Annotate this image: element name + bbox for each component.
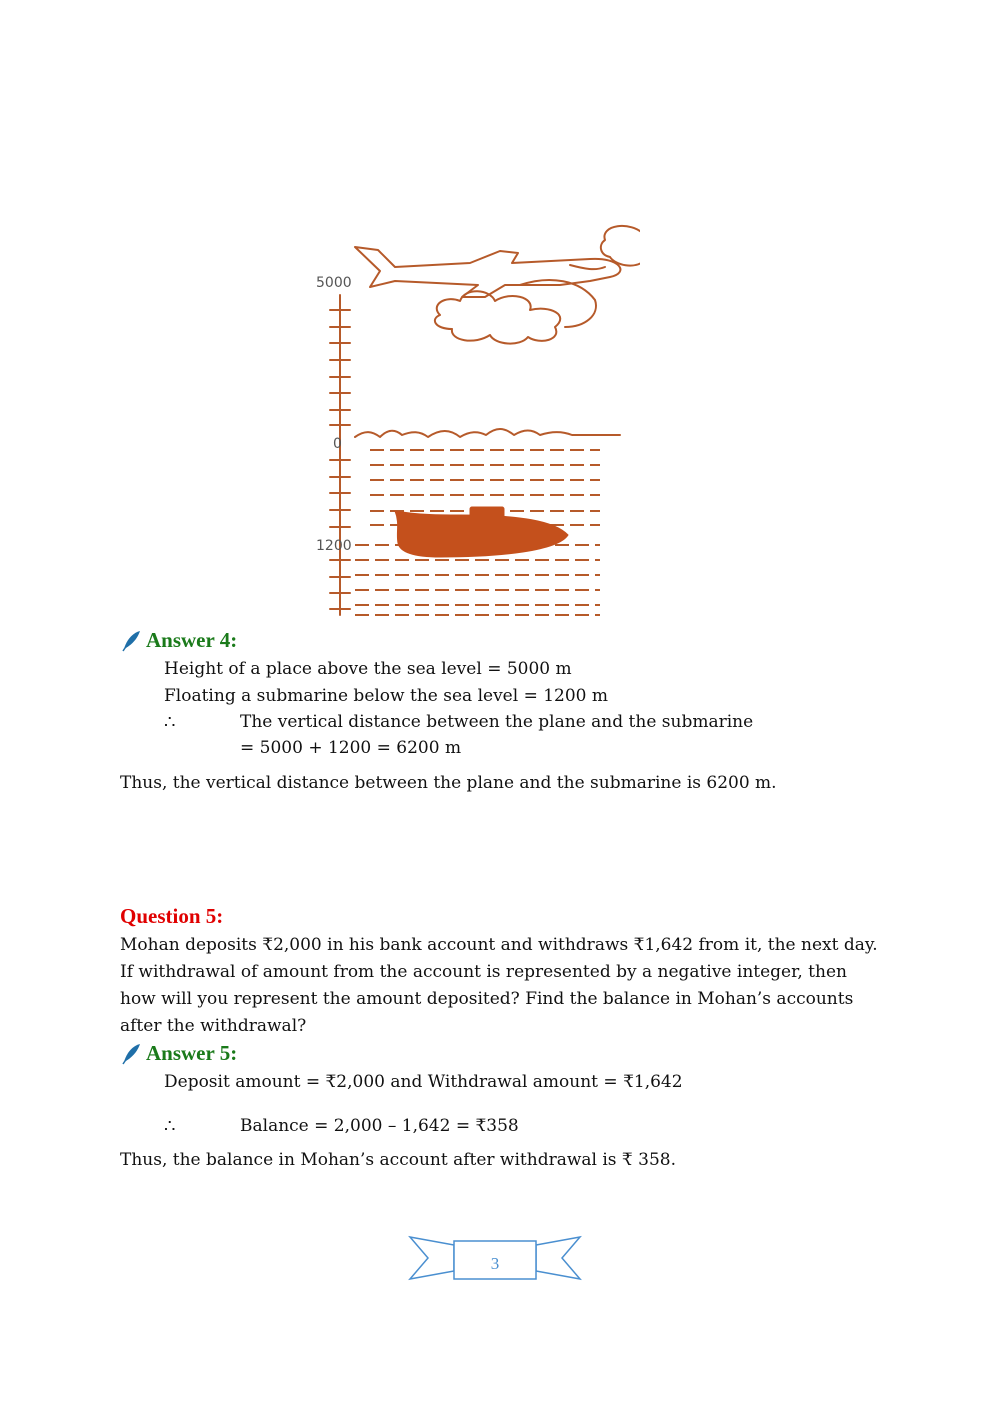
answer-4-conclusion: Thus, the vertical distance between the plane and the submarine is 6200 m. (120, 773, 777, 793)
submarine-shape (395, 507, 568, 557)
page-number: 3 (490, 1254, 500, 1273)
answer-5-conclusion: Thus, the balance in Mohan’s account after withdrawal is ₹ 358. (120, 1150, 677, 1170)
answer-4-line-2: Floating a submarine below the sea level = 1200 m (164, 686, 609, 706)
quill-icon (120, 1042, 142, 1066)
label-5000: 5000 (316, 275, 352, 291)
label-1200: 1200 (316, 538, 352, 554)
question-5-text: Mohan deposits ₹2,000 in his bank account and withdraws ₹1,642 from it, the next day. If withdrawal of amount from the account is represented by a negative integer, then how will you represent the amount deposited? Find the balance in Mohan’s accounts after the withdrawal? (120, 935, 878, 1036)
therefore-symbol: ∴ (164, 712, 176, 733)
answer-4-heading: Answer 4: (120, 628, 237, 653)
number-line-figure (300, 215, 640, 625)
label-0: 0 (333, 436, 342, 452)
answer-5-line-1: Deposit amount = ₹2,000 and Withdrawal amount = ₹1,642 (164, 1072, 683, 1092)
question-5-heading: Question 5: (120, 904, 224, 928)
answer-5-line-2: Balance = 2,000 – 1,642 = ₹358 (240, 1116, 519, 1136)
therefore-symbol: ∴ (164, 1116, 176, 1137)
quill-icon (120, 629, 142, 653)
answer-5-heading: Answer 5: (120, 1041, 237, 1066)
answer-4-line-3: The vertical distance between the plane and the submarine (240, 712, 754, 732)
answer-4-line-1: Height of a place above the sea level = 5000 m (164, 659, 572, 679)
answer-4-line-4: = 5000 + 1200 = 6200 m (240, 738, 462, 758)
